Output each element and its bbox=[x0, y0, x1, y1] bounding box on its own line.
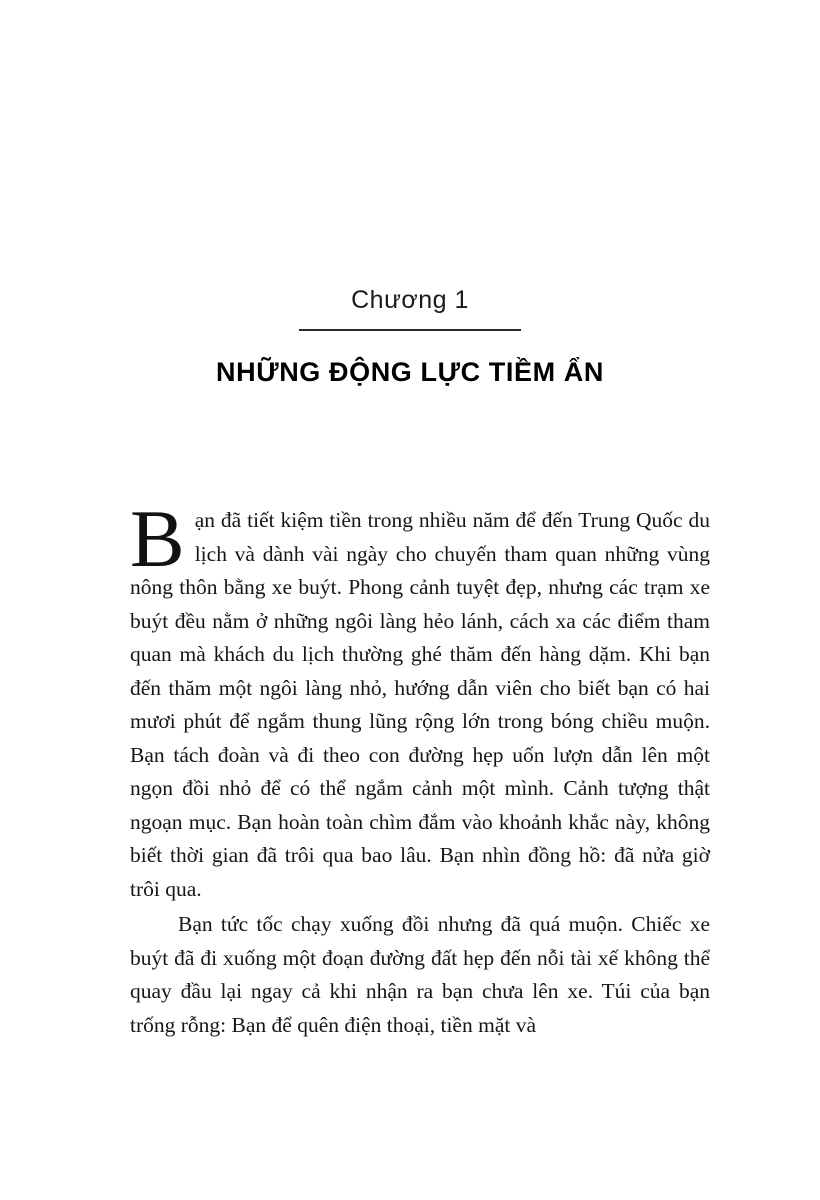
chapter-header bbox=[0, 286, 820, 331]
drop-cap: B bbox=[130, 493, 185, 584]
chapter-divider bbox=[299, 329, 521, 331]
chapter-label: Chương 1 bbox=[351, 286, 469, 314]
paragraph: Bạn tức tốc chạy xuống đồi nhưng đã quá muộn. Chiếc xe buýt đã đi xuống một đoạn đường đất hẹp đến nỗi tài xế không thể quay đầu lại ngay cả khi nhận ra bạn chưa lên xe. Túi của bạn trống rỗng: Bạn để quên điện thoại, tiền mặt và bbox=[130, 912, 710, 1037]
paragraph-text: ạn đã tiết kiệm tiền trong nhiều năm để đến Trung Quốc du lịch và dành vài ngày cho chuyến tham quan những vùng nông thôn bằng xe buýt. Phong cảnh tuyệt đẹp, nhưng các trạm xe buýt đều nằm ở những ngôi làng hẻo lánh, cách xa các điểm tham quan mà khách du lịch thường ghé thăm đến hàng dặm. Khi bạn đến thăm một ngôi làng nhỏ, hướng dẫn viên cho biết bạn có hai mươi phút để ngắm thung lũng rộng lớn trong bóng chiều muộn. Bạn tách đoàn và đi theo con đường hẹp uốn lượn dẫn lên một ngọn đồi nhỏ để có thể ngắm cảnh một mình. Cảnh tượng thật ngoạn mục. Bạn hoàn toàn chìm đắm vào khoảnh khắc này, không biết thời gian đã trôi qua bao lâu. Bạn nhìn đồng hồ: đã nửa giờ trôi qua. bbox=[130, 508, 710, 901]
body-text bbox=[130, 493, 710, 1042]
paragraph bbox=[130, 493, 710, 906]
chapter-title: NHỮNG ĐỘNG LỰC TIỀM ẨN bbox=[216, 357, 604, 387]
